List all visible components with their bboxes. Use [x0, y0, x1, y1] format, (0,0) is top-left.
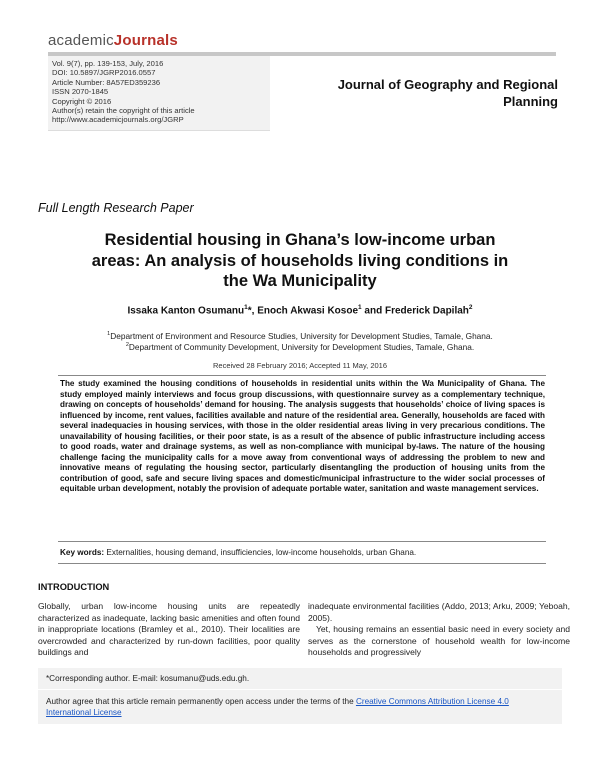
corresponding-mark: *, [247, 305, 258, 317]
article-meta [52, 59, 195, 125]
received-dates: Received 28 February 2016; Accepted 11 May, 2016 [213, 361, 387, 370]
keywords-label: Key words: [60, 548, 105, 557]
journal-name-line1: Journal of Geography and Regional [337, 77, 558, 92]
meta-article-number: Article Number: 8A57ED359236 [52, 77, 161, 87]
license-prefix: Author agree that this article remain permanently open access under the terms of the [46, 697, 356, 706]
intro-right-column [308, 601, 570, 659]
intro-paragraph-1: Globally, urban low-income housing units are repeatedly characterized as inadequate, lacking basic amenities and often found in inappropriate locations (Bramley et al., 2010). Their localities are overcrowded and characterized by run-down facilities, poor quality buildings and [38, 601, 300, 658]
keywords-text: Externalities, housing demand, insufficiencies, low-income households, urban Ghana. [104, 548, 417, 557]
intro-paragraph-2: Yet, housing remains an essential basic need in every society and serves as the cornerstone of household wealth for low-income households and progressively [308, 624, 570, 658]
affiliation-2-text: Department of Community Development, University for Development Studies, Tamale, Ghana. [128, 342, 475, 352]
meta-url-link[interactable]: http://www.academicjournals.org/JGRP [52, 115, 184, 125]
meta-doi: DOI: 10.5897/JGRP2016.0557 [52, 68, 156, 78]
intro-left-column [38, 601, 300, 659]
section-heading-introduction: INTRODUCTION [38, 582, 110, 592]
author-list [40, 304, 560, 316]
affiliation-2-num: 2 [125, 342, 129, 349]
paper-type: Full Length Research Paper [38, 201, 194, 215]
author-conjunction: and [361, 305, 385, 317]
footnote-divider [38, 689, 562, 690]
intro-paragraph-1-cont: inadequate environmental facilities (Addo, 2013; Arku, 2009; Yeboah, 2005). [308, 601, 570, 623]
affiliation-1-num: 1 [107, 331, 111, 338]
affiliation-1 [40, 331, 560, 341]
license-note [46, 696, 556, 719]
meta-retain: Author(s) retain the copyright of this article [52, 106, 195, 116]
paper-title [40, 230, 560, 292]
affiliation-2 [40, 342, 560, 352]
license-link[interactable]: Creative Commons Attribution License 4.0 International License [46, 697, 509, 718]
author-2: Enoch Akwasi Kosoe [257, 305, 359, 317]
abstract-top-rule [58, 375, 546, 376]
meta-issn: ISSN 2070-1845 [52, 87, 109, 97]
meta-volume: Vol. 9(7), pp. 139-153, July, 2016 [52, 59, 164, 68]
title-line1: Residential housing in Ghana’s low-income urban [104, 231, 496, 249]
abstract-text: The study examined the housing conditions of households in residential units within the Wa Municipality of Ghana. The study employed mainly interviews and focus group discussions, with questionnaire survey as a complementary technique, drawing on concepts of households’ demand for housing. The analysis suggests that households’ choice of living spaces is influenced by income, rent values, facilities available and nature of the residential area. Generally, households are faced with several inadequacies in housing services, with those in the older residential areas living in very precarious conditions. The unavailability of housing facilities, or their poor state, is as a result of the absence of public infrastructure including access to good roads, water and drainage systems, as well as non-compliance with municipal by-laws. The nature of the housing challenge facing the municipality calls for a move away from conventional ways of addressing the problem to new and innovative means of regulating the housing sector, particularly disentangling the production of housing units from the contribution of good, safe and secure living spaces and domestic/municipal infrastructure to the wider social processes of equitable urban development, notably the provision of adequate portable water, sanitation and waste management services. [60, 379, 545, 494]
meta-copyright: Copyright © 2016 [52, 96, 112, 106]
title-line2: areas: An analysis of households living conditions in [91, 251, 509, 270]
journal-name-line2: Planning [503, 94, 558, 109]
title-line3: the Wa Municipality [223, 272, 377, 290]
author-1: Issaka Kanton Osumanu [127, 305, 245, 317]
author-2-affil: 1 [358, 304, 362, 311]
publisher-logo-part1: academic [48, 32, 114, 49]
keywords [60, 548, 416, 557]
abstract-bottom-rule [58, 541, 546, 542]
journal-name [300, 76, 558, 110]
author-3-affil: 2 [468, 304, 473, 311]
publisher-logo [48, 32, 178, 49]
affiliation-1-text: Department of Environment and Resource Studies, University for Development Studies, Tamale, Ghana. [110, 331, 493, 341]
publisher-logo-part2: Journals [113, 32, 178, 49]
keywords-rule [58, 563, 546, 564]
corresponding-author-email: *Corresponding author. E-mail: kosumanu@uds.edu.gh. [46, 674, 250, 683]
author-3: Frederick Dapilah [384, 305, 469, 317]
author-1-affil: 1 [244, 304, 248, 311]
